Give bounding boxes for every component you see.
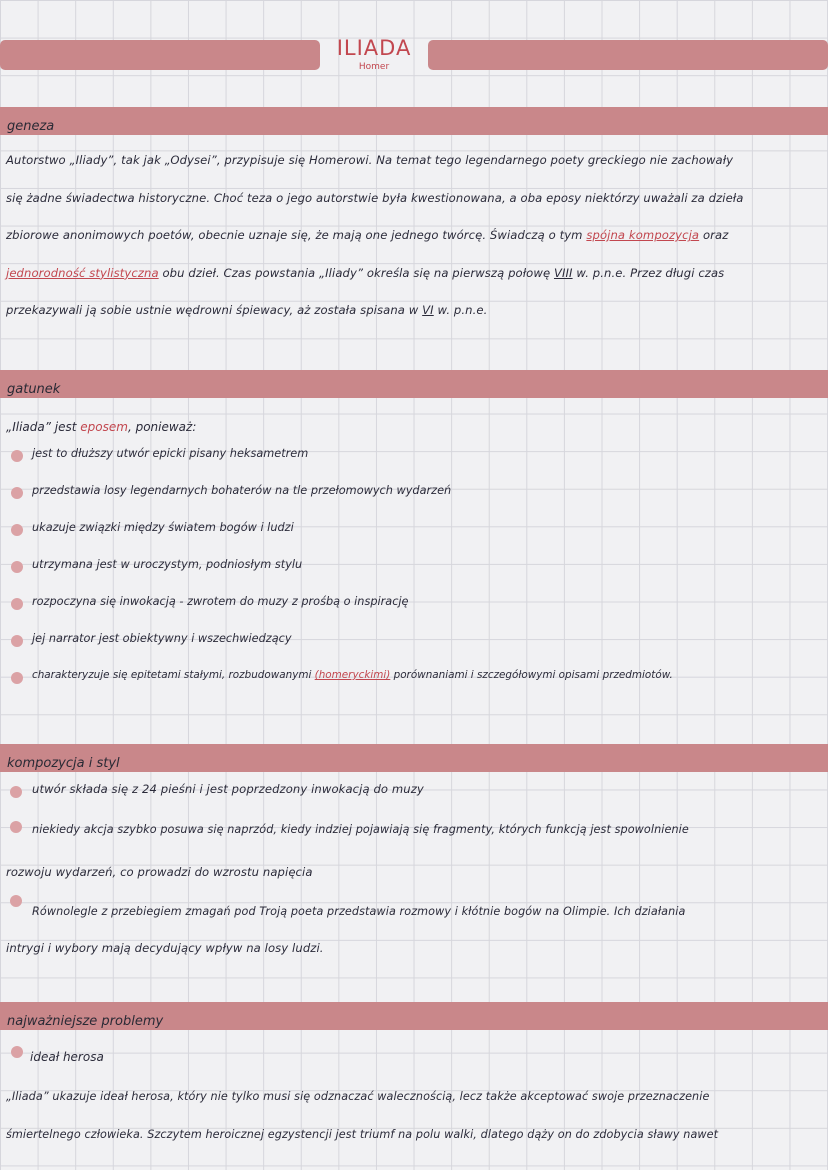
gatunek-intro: „Iliada” jest eposem, ponieważ: <box>6 420 197 434</box>
list-item: rozpoczyna się inwokacją - zwrotem do muzy z prośbą o inspirację <box>0 595 828 632</box>
bullet-dot <box>11 1046 23 1058</box>
bullet-dot <box>11 487 23 499</box>
bullet-dot <box>11 635 23 647</box>
bullet-dot <box>11 450 23 462</box>
list-item: utrzymana jest w uroczystym, podniosłym stylu <box>0 558 828 595</box>
kompozycja-item-2: niekiedy akcja szybko posuwa się naprzód, kiedy indziej pojawiają się fragmenty, których funkcją jest spowolnienie <box>32 823 689 836</box>
geneza-line-5: przekazywali ją sobie ustnie wędrowni śpiewacy, aż została spisana w VI w. p.n.e. <box>6 303 488 318</box>
bullet-dot <box>11 672 23 684</box>
bullet-dot <box>11 598 23 610</box>
kompozycja-item-3-cont: intrygi i wybory mają decydujący wpływ na losy ludzi. <box>6 941 324 955</box>
list-item: jest to dłuższy utwór epicki pisany heksametrem <box>0 447 828 484</box>
highlight-eposem: eposem <box>80 420 128 434</box>
section-band-gatunek <box>0 370 828 398</box>
section-label-problemy: najważniejsze problemy <box>7 1014 164 1029</box>
title-bar-right <box>428 40 828 70</box>
section-band-kompozycja <box>0 744 828 772</box>
bullet-dot <box>10 786 22 798</box>
kompozycja-item-3: Równolegle z przebiegiem zmagań pod Troją poeta przedstawia rozmowy i kłótnie bogów na Olimpie. Ich działania <box>32 905 686 918</box>
century-viii: VIII <box>553 265 573 280</box>
list-item: jej narrator jest obiektywny i wszechwiedzący <box>0 632 828 669</box>
gatunek-list <box>0 447 828 706</box>
section-label-gatunek: gatunek <box>7 382 61 397</box>
geneza-line-1: Autorstwo „Iliady”, tak jak „Odysei”, przypisuje się Homerowi. Na temat tego legendarnego poety greckiego nie zachowały <box>6 153 734 167</box>
bullet-dot <box>11 524 23 536</box>
highlight-homeryckimi: (homeryckimi) <box>314 669 391 681</box>
highlight-spojna-kompozycja: spójna kompozycja <box>586 228 700 243</box>
list-item: przedstawia losy legendarnych bohaterów na tle przełomowych wydarzeń <box>0 484 828 521</box>
geneza-line-4: jednorodność stylistyczna obu dzieł. Czas powstania „Iliady” określa się na pierwszą połowę VIII w. p.n.e. Przez długi czas <box>6 265 725 280</box>
geneza-paragraph <box>6 142 822 330</box>
list-item: ukazuje związki między światem bogów i ludzi <box>0 521 828 558</box>
problem-ideal-herosa: ideał herosa <box>30 1050 104 1064</box>
bullet-dot <box>10 821 22 833</box>
page-title: ILIADA <box>336 36 412 60</box>
title-bar-left <box>0 40 320 70</box>
kompozycja-item-2-cont: rozwoju wydarzeń, co prowadzi do wzrostu napięcia <box>6 865 313 879</box>
highlight-jednorodnosc: jednorodność stylistyczna <box>6 265 159 280</box>
bullet-dot <box>11 561 23 573</box>
geneza-line-3: zbiorowe anonimowych poetów, obecnie uznaje się, że mają one jednego twórcę. Świadczą o tym spójna kompozycja oraz <box>6 228 729 243</box>
page-subtitle: Homer <box>358 62 390 72</box>
geneza-line-2: się żadne świadectwa historyczne. Choć teza o jego autorstwie była kwestionowana, a oba eposy niektórzy uważali za dzieła <box>6 190 744 205</box>
problemy-line-1: „Iliada” ukazuje ideał herosa, który nie tylko musi się odznaczać walecznością, lecz także akceptować swoje przeznaczenie <box>6 1090 710 1103</box>
problemy-line-2: śmiertelnego człowieka. Szczytem heroicznej egzystencji jest triumf na polu walki, dlatego dąży on do zdobycia sławy nawet <box>6 1127 719 1141</box>
kompozycja-item-1: utwór składa się z 24 pieśni i jest poprzedzony inwokacją do muzy <box>32 782 424 796</box>
list-item: charakteryzuje się epitetami stałymi, rozbudowanymi (homeryckimi) porównaniami i szczegółowymi opisami przedmiotów. <box>0 669 828 706</box>
bullet-dot <box>10 895 22 907</box>
section-band-geneza <box>0 107 828 135</box>
century-vi: VI <box>422 303 434 318</box>
section-label-kompozycja: kompozycja i styl <box>7 756 120 771</box>
problemy-paragraph <box>6 1078 822 1153</box>
section-label-geneza: geneza <box>7 119 55 134</box>
